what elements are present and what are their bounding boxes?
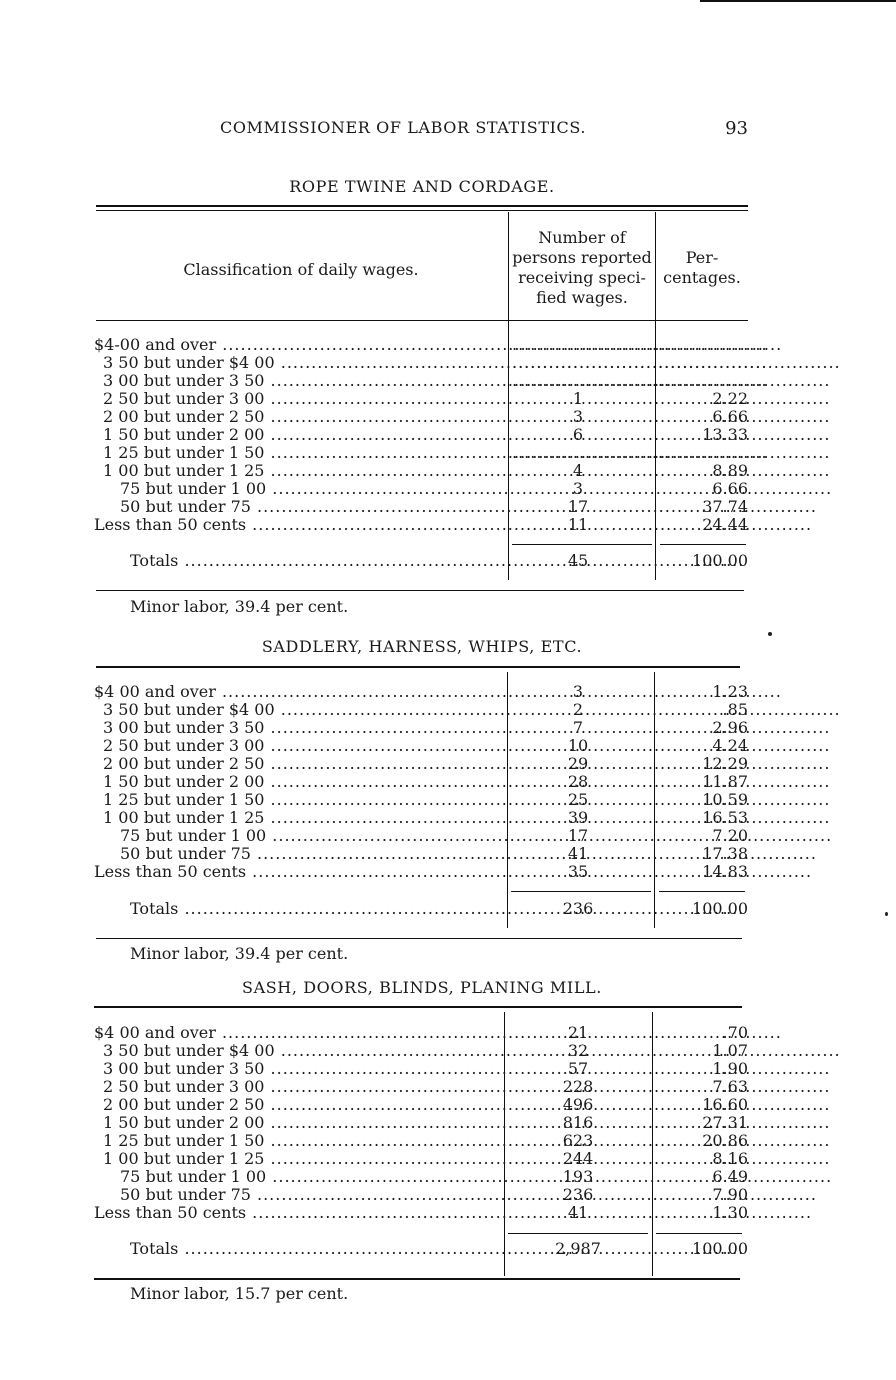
totals-rule (659, 891, 745, 892)
table-title: SASH, DOORS, BLINDS, PLANING MILL. (242, 978, 602, 997)
wage-class: Less than 50 cents ..... (94, 863, 498, 881)
pct-cell: .................. (658, 335, 768, 354)
wage-class: 2 50 but under 3 00 ..... (94, 737, 507, 755)
table-row (94, 480, 750, 498)
count-cell: .......................... (512, 443, 671, 462)
pct-cell: 20.86 (702, 1131, 748, 1150)
wage-class: 1 25 but under 1 50 ..... (94, 791, 507, 809)
table-row (94, 773, 750, 791)
wage-class: 50 but under 75 ..... (94, 1186, 524, 1204)
table-row (94, 353, 768, 372)
count-cell: 39 (567, 808, 589, 827)
count-cell: 41 (567, 844, 589, 863)
totals-row (94, 1240, 750, 1258)
table-title: ROPE TWINE AND CORDAGE. (289, 177, 555, 196)
pct-cell: .................. (658, 353, 768, 372)
count-cell: 6 (572, 425, 584, 444)
count-cell: 2 (572, 700, 584, 719)
wage-class: $4 00 and over ..... (94, 683, 498, 701)
table-top-rule (96, 210, 748, 211)
totals-label: Totals ..... (130, 900, 498, 918)
wage-class: 2 50 but under 3 00 ..... (94, 1078, 507, 1096)
count-cell: .......................... (512, 371, 671, 390)
pct-cell: 6.49 (712, 1167, 748, 1186)
pct-cell: 7.90 (712, 1185, 748, 1204)
table-row (94, 335, 768, 354)
wage-class: 50 but under 75 ..... (94, 845, 524, 863)
scan-edge-line (700, 0, 896, 2)
count-cell: 3 (572, 407, 584, 426)
pct-cell: 1.07 (712, 1041, 748, 1060)
count-cell: 228 (562, 1077, 594, 1096)
pct-cell: 1.90 (712, 1059, 748, 1078)
table-row (94, 1204, 750, 1222)
wage-class: $4 00 and over ..... (94, 1024, 498, 1042)
table-bottom-rule (96, 938, 742, 939)
pct-cell: 100.00 (692, 899, 748, 918)
count-cell: 236 (562, 1185, 594, 1204)
column-header-line: persons reported (512, 248, 652, 267)
pct-cell: 100.00 (692, 1239, 748, 1258)
table-title: SADDLERY, HARNESS, WHIPS, ETC. (261, 637, 583, 656)
totals-rule (656, 1233, 742, 1234)
table-row (94, 791, 750, 809)
column-header-line: Number of (538, 228, 626, 247)
minor-labor-note: Minor labor, 15.7 per cent. (130, 1284, 349, 1303)
pct-cell: 37.74 (702, 497, 748, 516)
wage-class: 3 50 but under $4 00 ..... (94, 701, 507, 719)
count-cell: 10 (567, 736, 589, 755)
wage-class: Less than 50 cents ..... (94, 1204, 498, 1222)
count-cell: 4 (572, 461, 584, 480)
column-header-line: receiving speci- (518, 268, 646, 287)
totals-rule (508, 1233, 648, 1234)
totals-rule (660, 544, 746, 545)
table-row (94, 498, 750, 516)
pct-cell: 13.33 (702, 425, 748, 444)
column-header-line: Per- (685, 248, 719, 267)
count-cell: 28 (567, 772, 589, 791)
pct-cell: 16.53 (702, 808, 748, 827)
table-row (94, 1096, 750, 1114)
pct-cell: .................. (658, 371, 768, 390)
table-row (94, 426, 750, 444)
pct-cell: 24.44 (702, 515, 748, 534)
table-row (94, 845, 750, 863)
count-cell: 29 (567, 754, 589, 773)
wage-class: 2 00 but under 2 50 ..... (94, 1096, 507, 1114)
pct-cell: 17.38 (702, 844, 748, 863)
wage-class: 1 25 but under 1 50 ..... (94, 444, 507, 462)
count-cell: 32 (567, 1041, 589, 1060)
table-row (94, 1024, 750, 1042)
minor-labor-note: Minor labor, 39.4 per cent. (130, 597, 349, 616)
column-header-line: centages. (663, 268, 741, 287)
column-header-percent (656, 248, 748, 288)
count-cell: 41 (567, 1203, 589, 1222)
table-row (94, 1042, 750, 1060)
wage-class: 1 50 but under 2 00 ..... (94, 426, 507, 444)
count-cell: 496 (562, 1095, 594, 1114)
table-row (94, 701, 750, 719)
wage-class: 3 00 but under 3 50 ..... (94, 372, 507, 390)
wage-class: 75 but under 1 00 ..... (94, 827, 524, 845)
minor-labor-note: Minor labor, 39.4 per cent. (130, 944, 349, 963)
count-cell: 11 (567, 515, 589, 534)
wage-class: 2 00 but under 2 50 ..... (94, 755, 507, 773)
pct-cell: 6.66 (712, 407, 748, 426)
table-row (94, 1060, 750, 1078)
totals-rule (512, 544, 652, 545)
pct-cell: 12.29 (702, 754, 748, 773)
wage-class: 1 00 but under 1 25 ..... (94, 809, 507, 827)
count-cell: 244 (562, 1149, 594, 1168)
totals-label: Totals ..... (130, 552, 498, 570)
table-row (94, 737, 750, 755)
wage-class: $4-00 and over ..... (94, 336, 498, 354)
wage-class: 75 but under 1 00 ..... (94, 1168, 524, 1186)
count-cell: 1 (572, 389, 584, 408)
pct-cell: 11.87 (702, 772, 748, 791)
table-row (94, 827, 750, 845)
wage-class: 1 50 but under 2 00 ..... (94, 1114, 507, 1132)
wage-class: 1 50 but under 2 00 ..... (94, 773, 507, 791)
totals-rule (511, 891, 651, 892)
count-cell: 45 (567, 551, 589, 570)
pct-cell: 16.60 (702, 1095, 748, 1114)
table-row (94, 809, 750, 827)
column-header-number (508, 228, 656, 308)
table-row (94, 1132, 750, 1150)
count-cell: 57 (567, 1059, 589, 1078)
page-header (96, 118, 748, 142)
count-cell: 25 (567, 790, 589, 809)
wage-class: 75 but under 1 00 ..... (94, 480, 524, 498)
totals-row (94, 900, 750, 918)
table-row (94, 1078, 750, 1096)
header-rule (96, 320, 748, 321)
table-row (94, 719, 750, 737)
count-cell: 3 (572, 479, 584, 498)
wage-class: 1 25 but under 1 50 ..... (94, 1132, 507, 1150)
table-row (94, 390, 750, 408)
count-cell: .......................... (512, 353, 671, 372)
pct-cell: .................. (658, 443, 768, 462)
count-cell: 623 (562, 1131, 594, 1150)
wage-class: 3 00 but under 3 50 ..... (94, 719, 507, 737)
pct-cell: 27.31 (702, 1113, 748, 1132)
pct-cell: .85 (722, 700, 748, 719)
count-cell: 7 (572, 718, 584, 737)
pct-cell: 1.23 (712, 682, 748, 701)
pct-cell: 8.16 (712, 1149, 748, 1168)
table-row (94, 1150, 750, 1168)
count-cell: 816 (562, 1113, 594, 1132)
pct-cell: 2.96 (712, 718, 748, 737)
page-number: 93 (725, 118, 748, 139)
wage-class: 2 50 but under 3 00 ..... (94, 390, 507, 408)
pct-cell: 14.83 (702, 862, 748, 881)
table-row (94, 683, 750, 701)
pct-cell: .70 (722, 1023, 748, 1042)
pct-cell: 1.30 (712, 1203, 748, 1222)
table-row (94, 755, 750, 773)
count-cell: 2,987 (555, 1239, 601, 1258)
pct-cell: 4.24 (712, 736, 748, 755)
table-bottom-rule (94, 1278, 740, 1280)
wage-class: 3 50 but under $4 00 ..... (94, 1042, 507, 1060)
wage-class: 50 but under 75 ..... (94, 498, 524, 516)
wage-class: Less than 50 cents ..... (94, 516, 498, 534)
table-bottom-rule (96, 590, 744, 591)
pct-cell: 6.66 (712, 479, 748, 498)
table-row (94, 408, 750, 426)
scan-speck (885, 912, 888, 916)
count-cell: 35 (567, 862, 589, 881)
column-header-classification: Classification of daily wages. (183, 260, 419, 279)
table-top-rule (96, 205, 748, 207)
pct-cell: 7.63 (712, 1077, 748, 1096)
table-row (94, 1168, 750, 1186)
count-cell: 3 (572, 682, 584, 701)
wage-class: 3 00 but under 3 50 ..... (94, 1060, 507, 1078)
table-row (94, 462, 750, 480)
pct-cell: 2.22 (712, 389, 748, 408)
count-cell: 193 (562, 1167, 594, 1186)
table-row (94, 1114, 750, 1132)
count-cell: 236 (562, 899, 594, 918)
table-row (94, 443, 768, 462)
table-row (94, 371, 768, 390)
pct-cell: 8.89 (712, 461, 748, 480)
wage-class: 1 00 but under 1 25 ..... (94, 1150, 507, 1168)
count-cell: .......................... (512, 335, 671, 354)
table-row (94, 516, 750, 534)
scan-speck (768, 632, 772, 636)
table-row (94, 863, 750, 881)
pct-cell: 7.20 (712, 826, 748, 845)
table-top-rule (94, 1006, 742, 1008)
table-top-rule (96, 666, 740, 668)
wage-class: 3 50 but under $4 00 ..... (94, 354, 507, 372)
totals-row (94, 552, 750, 570)
wage-class: 1 00 but under 1 25 ..... (94, 462, 507, 480)
wage-class: 2 00 but under 2 50 ..... (94, 408, 507, 426)
count-cell: 17 (567, 826, 589, 845)
table-row (94, 1186, 750, 1204)
running-title: COMMISSIONER OF LABOR STATISTICS. (220, 118, 587, 137)
totals-label: Totals ..... (130, 1240, 498, 1258)
count-cell: 17 (567, 497, 589, 516)
pct-cell: 10.59 (702, 790, 748, 809)
count-cell: 21 (567, 1023, 589, 1042)
column-header-line: fied wages. (536, 288, 628, 307)
pct-cell: 100.00 (692, 551, 748, 570)
